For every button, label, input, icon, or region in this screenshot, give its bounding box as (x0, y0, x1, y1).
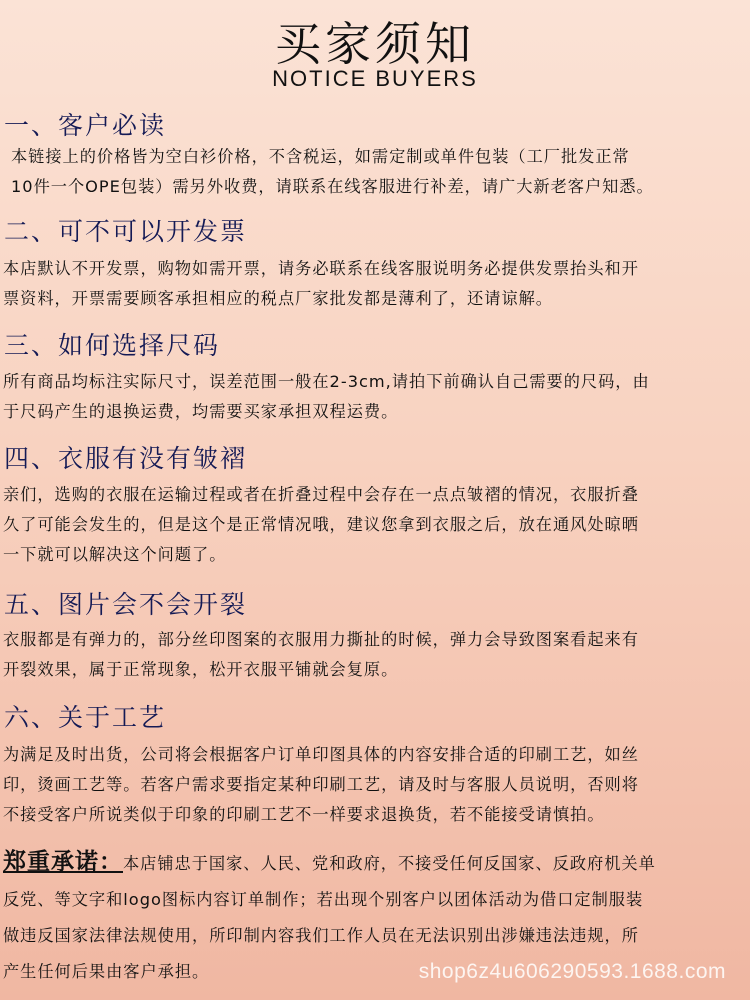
section-line: 于尺码产生的退换运费，均需要买家承担双程运费。 (3, 402, 399, 421)
section-line: 为满足及时出货，公司将会根据客户订单印图具体的内容安排合适的印刷工艺，如丝 (3, 745, 639, 764)
section-line: 久了可能会发生的，但是这个是正常情况哦，建议您拿到衣服之后，放在通风处晾晒 (3, 515, 639, 534)
page-title: 买家须知 (275, 17, 475, 71)
page-subtitle: NOTICE BUYERS (272, 66, 478, 91)
promise-line: 反党、等文字和logo图标内容订单制作；若出现个别客户以团体活动为借口定制服装 (3, 890, 644, 909)
section-body-customer-must-read (3, 142, 749, 202)
section-heading-craft: 六、关于工艺 (4, 703, 167, 732)
section-heading-customer-must-read: 一、客户必读 (4, 111, 167, 140)
section-line: 亲们，选购的衣服在运输过程或者在折叠过程中会存在一点点皱褶的情况，衣服折叠 (3, 485, 639, 504)
section-line: 开裂效果，属于正常现象，松开衣服平铺就会复原。 (3, 660, 399, 679)
section-line: 不接受客户所说类似于印象的印刷工艺不一样要求退换货，若不能接受请慎拍。 (3, 805, 605, 824)
section-body-craft (3, 740, 749, 830)
section-heading-print-cracking: 五、图片会不会开裂 (4, 590, 248, 619)
promise-line: 本店铺忠于国家、人民、党和政府，不接受任何反国家、反政府机关单 (123, 854, 656, 873)
section-line: 本链接上的价格皆为空白衫价格，不含税运，如需定制或单件包装（工厂批发正常 (11, 147, 630, 166)
promise-label: 郑重承诺： (3, 849, 123, 875)
section-line: 所有商品均标注实际尺寸，误差范围一般在2-3cm,请拍下前确认自己需要的尺码，由 (3, 372, 650, 391)
section-line: 本店默认不开发票，购物如需开票，请务必联系在线客服说明务必提供发票抬头和开 (3, 259, 639, 278)
promise-first-line (3, 844, 749, 882)
promise-line: 做违反国家法律法规使用，所印制内容我们工作人员在无法识别出涉嫌违法违规，所 (3, 926, 639, 945)
shop-watermark: shop6z4u606290593.1688.com (418, 960, 726, 983)
section-line: 一下就可以解决这个问题了。 (3, 545, 227, 564)
section-body-size (3, 367, 749, 427)
section-heading-invoice: 二、可不可以开发票 (4, 217, 248, 246)
section-heading-wrinkles: 四、衣服有没有皱褶 (4, 444, 248, 473)
section-body-invoice (3, 254, 749, 314)
promise-line: 产生任何后果由客户承担。 (3, 962, 210, 981)
section-line: 印，烫画工艺等。若客户需求要指定某种印刷工艺，请及时与客服人员说明，否则将 (3, 775, 639, 794)
section-line: 衣服都是有弹力的，部分丝印图案的衣服用力撕扯的时候，弹力会导致图案看起来有 (3, 630, 639, 649)
section-body-print-cracking (3, 625, 749, 685)
section-line: 票资料，开票需要顾客承担相应的税点厂家批发都是薄利了，还请谅解。 (3, 289, 553, 308)
section-heading-size: 三、如何选择尺码 (4, 331, 221, 360)
section-body-wrinkles (3, 480, 749, 570)
section-line: 10件一个OPE包装）需另外收费，请联系在线客服进行补差，请广大新老客户知悉。 (11, 177, 654, 196)
